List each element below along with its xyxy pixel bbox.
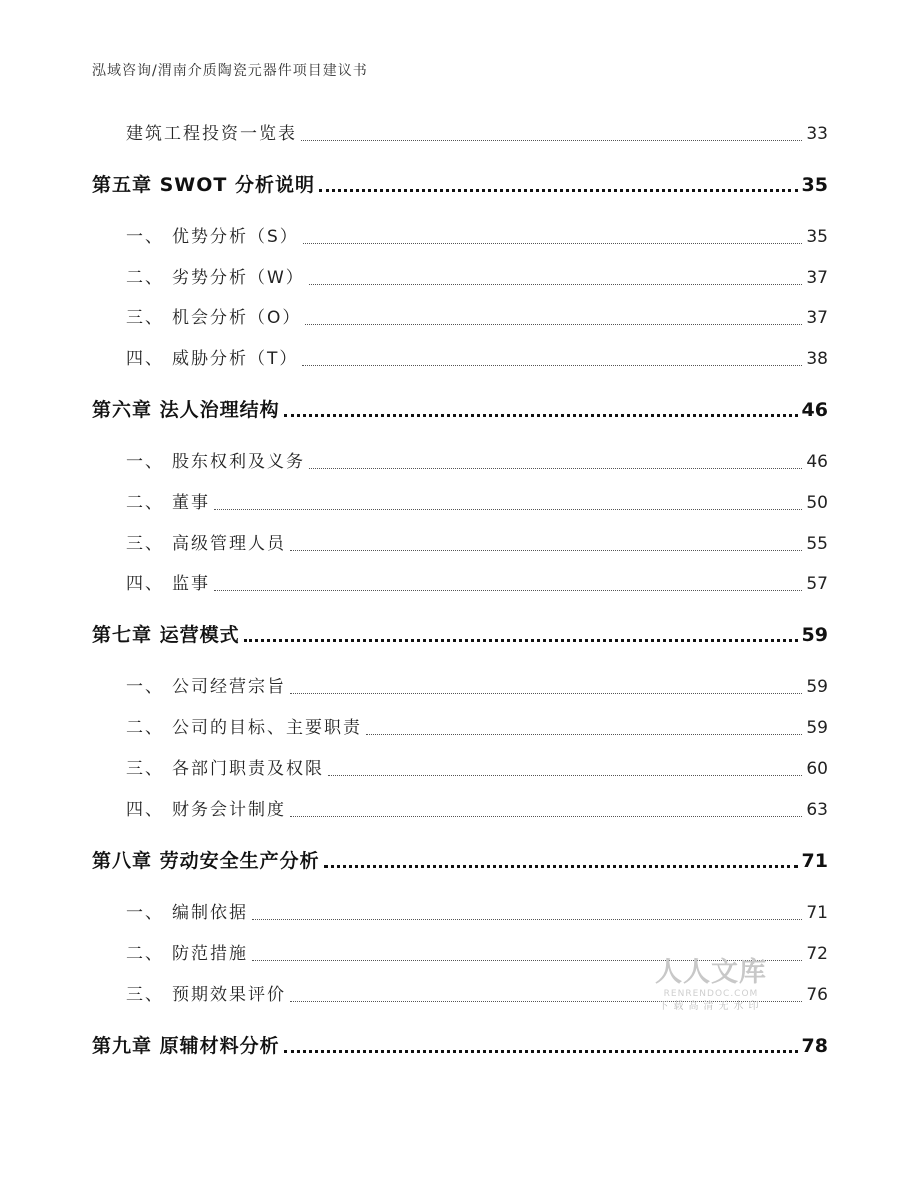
toc-entry-title: 预期效果评价 [172,985,286,1005]
toc-section-entry[interactable] [0,754,920,784]
toc-entry-label [126,795,288,825]
document-header: 泓域咨询/渭南介质陶瓷元器件项目建议书 [92,63,368,79]
toc-section-entry[interactable] [0,119,920,149]
toc-page-number: 71 [804,898,828,928]
toc-entry-label [126,447,307,477]
toc-leader-dots [290,693,802,694]
toc-page-number: 63 [804,795,828,825]
toc-entry-label [126,713,364,743]
toc-page-number: 37 [804,303,828,333]
toc-leader-dots [214,590,802,591]
toc-section-entry[interactable] [0,898,920,928]
toc-section-entry[interactable] [0,529,920,559]
toc-entry-label [126,529,288,559]
toc-entry-label [126,263,307,293]
toc-leader-dots [366,734,802,735]
toc-page-number: 46 [804,447,828,477]
toc-page-number: 55 [804,529,828,559]
toc-section-entry[interactable] [0,447,920,477]
toc-page-number: 59 [800,620,828,650]
toc-page-number: 71 [800,846,828,876]
toc-entry-title: 防范措施 [172,944,248,964]
toc-leader-dots [301,140,802,141]
toc-leader-dots [309,468,802,469]
toc-section-entry[interactable] [0,980,920,1010]
toc-section-entry[interactable] [0,488,920,518]
toc-entry-title: 优势分析（S） [172,227,299,247]
watermark-slogan: 下载高清无水印 [658,1001,764,1012]
toc-entry-label [126,898,250,928]
toc-page-number: 60 [804,754,828,784]
toc-leader-dots [309,284,802,285]
toc-leader-dots [290,550,802,551]
toc-section-entry[interactable] [0,569,920,599]
toc-entry-title: 股东权利及义务 [172,452,305,472]
toc-page-number: 38 [804,344,828,374]
toc-entry-number: 一、 [126,903,164,923]
toc-entry-label [126,344,300,374]
toc-entry-title: 第五章 SWOT 分析说明 [92,174,315,196]
toc-section-entry[interactable] [0,344,920,374]
toc-page-number: 59 [804,672,828,702]
toc-entry-label [126,939,250,969]
toc-entry-label [92,1031,282,1061]
toc-entry-label [92,170,317,200]
toc-entry-number: 三、 [126,759,164,779]
toc-leader-dots [328,775,802,776]
toc-section-entry[interactable] [0,713,920,743]
toc-page-number: 46 [800,395,828,425]
toc-entry-title: 各部门职责及权限 [172,759,324,779]
toc-leader-dots [324,865,798,868]
toc-section-entry[interactable] [0,222,920,252]
toc-page-number: 33 [804,119,828,149]
toc-page-number: 57 [804,569,828,599]
toc-entry-label [92,846,322,876]
toc-page-number: 35 [804,222,828,252]
toc-entry-label [92,395,282,425]
toc-entry-label [126,222,301,252]
toc-entry-title: 财务会计制度 [172,800,286,820]
toc-entry-title: 机会分析（O） [172,308,302,328]
toc-leader-dots [252,919,802,920]
toc-entry-number: 一、 [126,677,164,697]
toc-section-entry[interactable] [0,939,920,969]
toc-entry-title: 第九章 原辅材料分析 [92,1035,280,1057]
toc-page-number: 59 [804,713,828,743]
toc-entry-title: 编制依据 [172,903,248,923]
toc-entry-label [126,672,288,702]
toc-entry-title: 高级管理人员 [172,534,286,554]
toc-section-entry[interactable] [0,303,920,333]
toc-entry-number: 一、 [126,227,164,247]
toc-entry-number: 三、 [126,308,164,328]
toc-entry-number: 二、 [126,493,164,513]
toc-entry-title: 第八章 劳动安全生产分析 [92,850,320,872]
toc-leader-dots [214,509,802,510]
toc-page-number: 78 [800,1031,828,1061]
watermark-domain: RENRENDOC.COM [663,989,759,999]
toc-leader-dots [305,324,802,325]
toc-page-number: 35 [800,170,828,200]
toc-leader-dots [244,639,798,642]
toc-entry-title: 威胁分析（T） [172,349,299,369]
watermark-title: 人人文库 [655,957,767,988]
toc-entry-title: 劣势分析（W） [172,268,305,288]
toc-entry-number: 一、 [126,452,164,472]
toc-entry-number: 四、 [126,800,164,820]
toc-entry-title: 董事 [172,493,210,513]
toc-entry-number: 三、 [126,534,164,554]
toc-entry-number: 二、 [126,944,164,964]
toc-chapter-entry[interactable] [0,620,920,650]
toc-page-number: 50 [804,488,828,518]
toc-entry-number: 三、 [126,985,164,1005]
toc-entry-title: 建筑工程投资一览表 [126,124,297,144]
toc-entry-title: 公司的目标、主要职责 [172,718,362,738]
toc-entry-title: 公司经营宗旨 [172,677,286,697]
toc-page-number: 37 [804,263,828,293]
toc-entry-label [126,119,299,149]
toc-page-number: 72 [804,939,828,969]
toc-chapter-entry[interactable] [0,395,920,425]
toc-section-entry[interactable] [0,263,920,293]
toc-leader-dots [284,414,798,417]
watermark-logo [646,958,776,1014]
toc-chapter-entry[interactable] [0,846,920,876]
toc-chapter-entry[interactable] [0,170,920,200]
toc-leader-dots [290,816,802,817]
toc-leader-dots [302,365,802,366]
toc-section-entry[interactable] [0,795,920,825]
toc-leader-dots [319,189,798,192]
toc-leader-dots [284,1050,798,1053]
toc-entry-title: 监事 [172,574,210,594]
toc-leader-dots [303,243,802,244]
toc-entry-number: 二、 [126,268,164,288]
toc-section-entry[interactable] [0,672,920,702]
toc-entry-label [126,303,303,333]
toc-entry-number: 四、 [126,574,164,594]
toc-page-number: 76 [804,980,828,1010]
toc-entry-number: 二、 [126,718,164,738]
toc-entry-label [126,754,326,784]
toc-entry-number: 四、 [126,349,164,369]
toc-entry-label [126,569,212,599]
toc-entry-label [126,980,288,1010]
toc-entry-label [126,488,212,518]
toc-entry-title: 第七章 运营模式 [92,624,240,646]
toc-entry-title: 第六章 法人治理结构 [92,399,280,421]
toc-entry-label [92,620,242,650]
toc-chapter-entry[interactable] [0,1031,920,1061]
